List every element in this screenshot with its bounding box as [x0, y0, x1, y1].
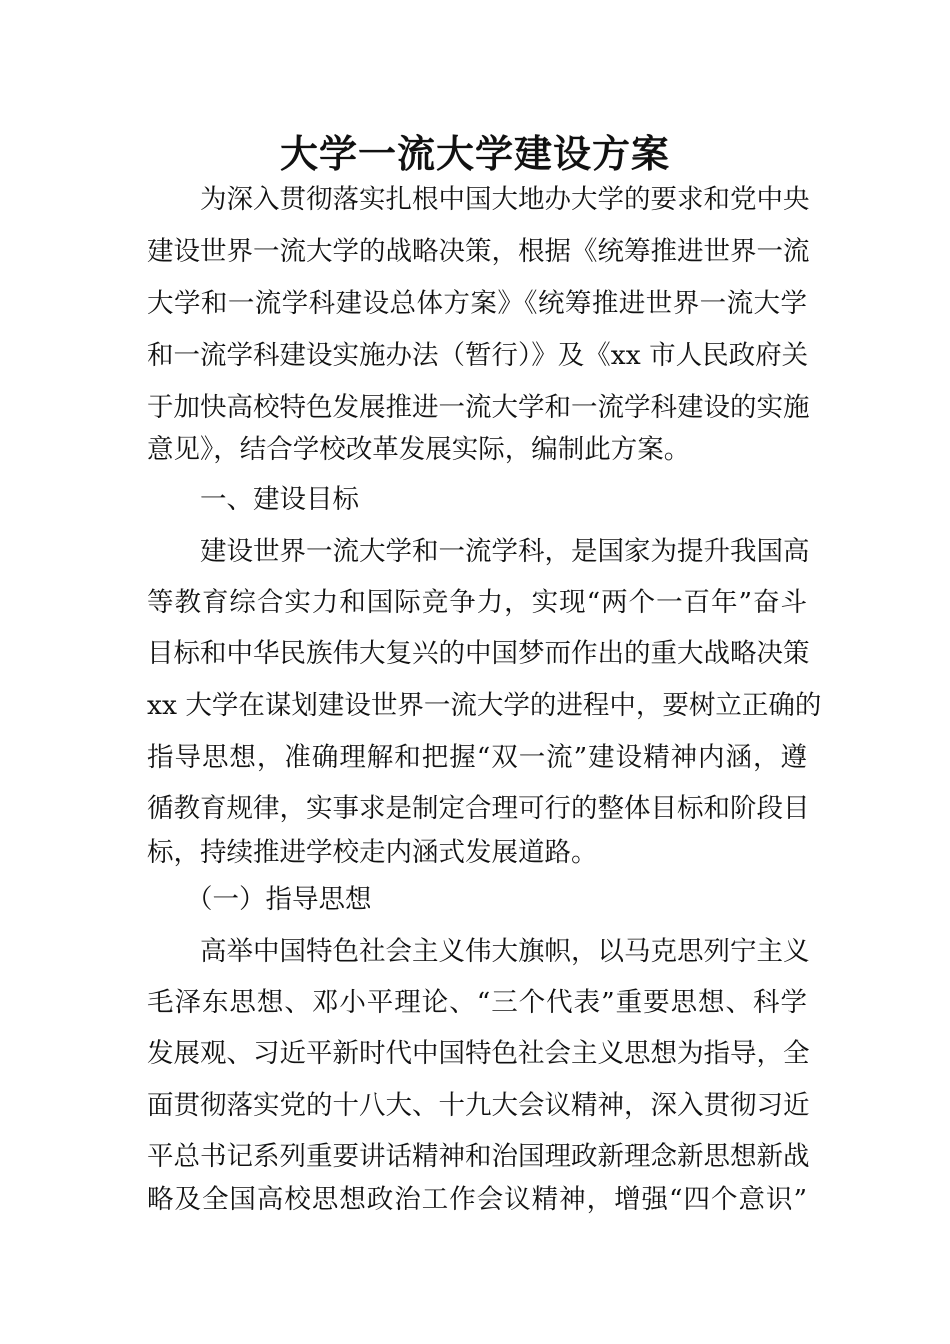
text-line: 指导思想，准确理解和把握“双一流”建设精神内涵，遵: [147, 742, 807, 773]
text-line: 略及全国高校思想政治工作会议精神，增强“四个意识”: [147, 1184, 807, 1215]
text-line: 于加快高校特色发展推进一流大学和一流学科建设的实施: [147, 392, 810, 423]
text-line: 标，持续推进学校走内涵式发展道路。: [147, 837, 598, 868]
text-line: 为深入贯彻落实扎根中国大地办大学的要求和党中央: [200, 184, 810, 215]
text-line: 面贯彻落实党的十八大、十九大会议精神，深入贯彻习近: [147, 1090, 810, 1121]
section-heading: 一、建设目标: [200, 484, 359, 515]
document-title: 大学一流大学建设方案: [279, 131, 670, 176]
text-line: 毛泽东思想、邓小平理论、“三个代表”重要思想、科学: [147, 987, 807, 1018]
text-line: 等教育综合实力和国际竞争力，实现“两个一百年”奋斗: [147, 587, 807, 618]
text-line: 和一流学科建设实施办法（暂行）》及《xx 市人民政府关: [147, 340, 809, 371]
text-line: xx 大学在谋划建设世界一流大学的进程中，要树立正确的: [147, 690, 822, 721]
text-line: 大学和一流学科建设总体方案》《统筹推进世界一流大学: [147, 288, 807, 319]
text-line: 建设世界一流大学的战略决策，根据《统筹推进世界一流: [147, 236, 810, 267]
text-line: 目标和中华民族伟大复兴的中国梦而作出的重大战略决策: [147, 638, 810, 669]
text-line: 循教育规律，实事求是制定合理可行的整体目标和阶段目: [147, 793, 810, 824]
text-line: 意见》，结合学校改革发展实际，编制此方案。: [147, 434, 691, 465]
text-line: 平总书记系列重要讲话精神和治国理政新理念新思想新战: [147, 1141, 810, 1172]
text-line: 高举中国特色社会主义伟大旗帜，以马克思列宁主义: [200, 936, 810, 967]
text-line: 建设世界一流大学和一流学科，是国家为提升我国高: [200, 536, 810, 567]
text-line: 发展观、习近平新时代中国特色社会主义思想为指导，全: [147, 1038, 810, 1069]
subsection-heading: （一）指导思想: [186, 884, 372, 915]
